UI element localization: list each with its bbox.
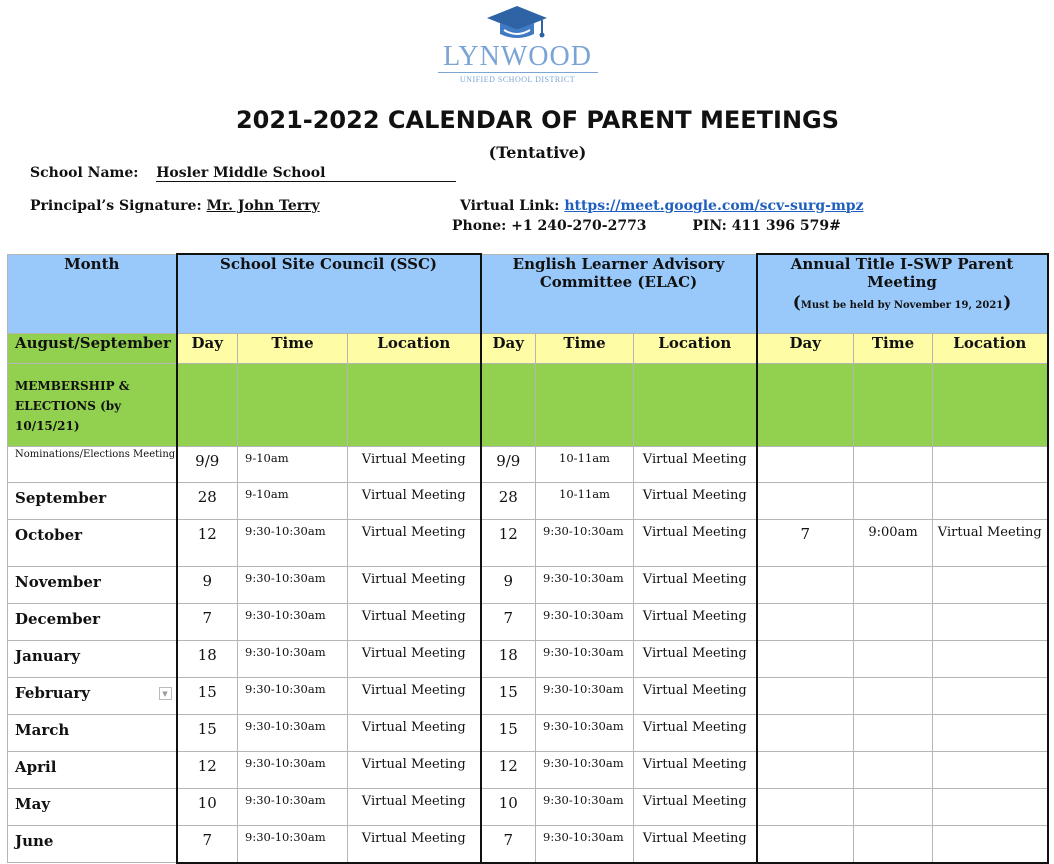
elac-location-cell-text: Virtual Meeting	[642, 646, 747, 661]
ssc-time-cell-text: 9:30-10:30am	[245, 756, 326, 770]
ssc-location-cell-text: Virtual Meeting	[361, 720, 466, 735]
table-row	[8, 604, 1048, 641]
elac-location-cell	[634, 678, 757, 715]
ssc-day-cell-text: 9	[202, 572, 213, 590]
month-cell-text: Nominations/Elections Meeting	[15, 449, 176, 460]
meetings-table	[7, 253, 1049, 864]
elac-time-cell	[536, 641, 634, 678]
title1-location-cell	[933, 604, 1048, 641]
elac-location-header: Location	[634, 334, 757, 364]
ssc-location-cell	[348, 567, 481, 604]
elac-location-cell	[634, 520, 757, 567]
month-cell-text: December	[15, 610, 101, 628]
elac-time-cell-text: 9:30-10:30am	[543, 756, 624, 770]
title1-time-cell	[854, 715, 933, 752]
elac-time-cell	[536, 520, 634, 567]
elac-time-cell	[536, 789, 634, 826]
title1-location-cell	[933, 678, 1048, 715]
elac-day-cell	[481, 641, 536, 678]
title1-time-cell	[854, 641, 933, 678]
ssc-day-cell	[177, 604, 238, 641]
ssc-time-cell	[238, 641, 348, 678]
elac-location-cell-text: Virtual Meeting	[642, 609, 747, 624]
elac-day-cell-text: 9	[503, 572, 514, 590]
elac-time-cell-text: 9:30-10:30am	[543, 571, 624, 585]
elac-day-cell-text: 7	[503, 831, 514, 849]
month-cell	[8, 483, 177, 520]
elac-location-cell-text: Virtual Meeting	[642, 683, 747, 698]
elac-day-header: Day	[481, 334, 536, 364]
elac-day-cell-text: 15	[498, 683, 518, 701]
table-row	[8, 678, 1048, 715]
title1-day-cell	[757, 604, 854, 641]
elac-day-cell	[481, 678, 536, 715]
ssc-location-cell	[348, 752, 481, 789]
virtual-link-field	[460, 198, 864, 214]
ssc-time-cell-text: 9-10am	[245, 451, 289, 465]
ssc-day-cell-text: 7	[202, 609, 213, 627]
month-cell	[8, 567, 177, 604]
ssc-day-cell	[177, 715, 238, 752]
ssc-time-cell	[238, 604, 348, 641]
title1-location-cell	[933, 715, 1048, 752]
school-name-field	[30, 165, 456, 182]
table-row	[8, 447, 1048, 483]
elac-time-cell-text: 9:30-10:30am	[543, 524, 624, 538]
title1-time-cell-text: 9:00am	[868, 525, 918, 540]
month-header: Month	[8, 254, 177, 334]
ssc-location-cell-text: Virtual Meeting	[361, 794, 466, 809]
ssc-location-cell-text: Virtual Meeting	[361, 452, 466, 467]
month-cell	[8, 641, 177, 678]
ssc-location-cell-text: Virtual Meeting	[361, 609, 466, 624]
title1-day-cell	[757, 678, 854, 715]
title1-location-cell	[933, 447, 1048, 483]
elac-location-cell-text: Virtual Meeting	[642, 831, 747, 846]
district-logo	[430, 4, 605, 92]
ssc-time-cell	[238, 447, 348, 483]
month-cell-text: September	[15, 489, 107, 507]
ssc-header: School Site Council (SSC)	[177, 254, 481, 334]
title1-day-cell	[757, 641, 854, 678]
title1-time-cell	[854, 567, 933, 604]
elac-day-cell	[481, 447, 536, 483]
title1-time-cell	[854, 520, 933, 567]
elac-time-cell-text: 9:30-10:30am	[543, 682, 624, 696]
ssc-location-cell	[348, 483, 481, 520]
ssc-day-cell	[177, 520, 238, 567]
ssc-day-cell-text: 15	[197, 720, 217, 738]
logo-name: LYNWOOD	[443, 41, 592, 72]
title1-header-label: Annual Title I-SWP Parent Meeting	[790, 255, 1014, 291]
month-cell-text: October	[15, 526, 83, 544]
month-cell-text: February	[15, 684, 91, 702]
ssc-time-cell	[238, 752, 348, 789]
elac-time-cell	[536, 826, 634, 863]
ssc-day-cell-text: 9/9	[195, 452, 220, 470]
month-cell-text: June	[15, 832, 54, 850]
title1-time-cell	[854, 604, 933, 641]
table-row	[8, 641, 1048, 678]
title1-location-header: Location	[933, 334, 1048, 364]
elac-location-cell-text: Virtual Meeting	[642, 757, 747, 772]
ssc-day-cell-text: 18	[197, 646, 217, 664]
table-subheader-row	[8, 334, 1048, 364]
membership-row	[8, 364, 1048, 447]
month-cell	[8, 520, 177, 567]
elac-time-cell-text: 9:30-10:30am	[543, 645, 624, 659]
ssc-day-cell-text: 12	[197, 525, 217, 543]
principal-signature-label: Principal’s Signature:	[30, 198, 202, 214]
elac-header: English Learner Advisory Committee (ELAC)	[481, 254, 757, 334]
ssc-time-cell	[238, 715, 348, 752]
ssc-location-cell-text: Virtual Meeting	[361, 831, 466, 846]
title1-time-cell	[854, 789, 933, 826]
title1-day-cell	[757, 752, 854, 789]
ssc-location-cell	[348, 826, 481, 863]
ssc-time-cell-text: 9:30-10:30am	[245, 793, 326, 807]
month-cell	[8, 447, 177, 483]
ssc-day-cell	[177, 678, 238, 715]
phone-pin: PIN: 411 396 579#	[692, 218, 841, 234]
elac-location-cell	[634, 447, 757, 483]
ssc-time-cell-text: 9:30-10:30am	[245, 645, 326, 659]
ssc-day-cell	[177, 752, 238, 789]
ssc-location-cell	[348, 520, 481, 567]
ssc-location-cell-text: Virtual Meeting	[361, 757, 466, 772]
ssc-day-cell-text: 15	[197, 683, 217, 701]
table-row	[8, 789, 1048, 826]
elac-time-cell-text: 9:30-10:30am	[543, 793, 624, 807]
elac-time-cell-text: 9:30-10:30am	[543, 608, 624, 622]
graduation-cap-icon	[430, 4, 605, 44]
elac-day-cell	[481, 826, 536, 863]
month-cell-text: March	[15, 721, 70, 739]
ssc-time-cell	[238, 789, 348, 826]
ssc-location-cell	[348, 641, 481, 678]
title1-header: Annual Title I-SWP Parent Meeting (Must be held by November 19, 2021)	[757, 254, 1048, 334]
elac-day-cell-text: 18	[498, 646, 518, 664]
month-cell-text: May	[15, 795, 51, 813]
title1-day-cell	[757, 567, 854, 604]
elac-location-cell	[634, 789, 757, 826]
principal-signature-field	[30, 198, 320, 214]
title1-location-cell	[933, 567, 1048, 604]
ssc-time-cell-text: 9:30-10:30am	[245, 719, 326, 733]
logo-subtitle: UNIFIED SCHOOL DISTRICT	[459, 75, 576, 84]
elac-location-cell	[634, 641, 757, 678]
title1-time-header: Time	[854, 334, 933, 364]
ssc-time-cell-text: 9:30-10:30am	[245, 608, 326, 622]
ssc-day-cell-text: 28	[197, 488, 217, 506]
page-subtitle: (Tentative)	[488, 143, 587, 162]
virtual-meeting-link[interactable]: https://meet.google.com/scv-surg-mpz	[564, 198, 864, 214]
elac-location-cell-text: Virtual Meeting	[642, 452, 747, 467]
elac-location-cell	[634, 483, 757, 520]
elac-day-cell-text: 15	[498, 720, 518, 738]
title1-location-cell	[933, 641, 1048, 678]
phone-field	[452, 218, 841, 234]
elac-day-cell	[481, 789, 536, 826]
ssc-location-cell-text: Virtual Meeting	[361, 572, 466, 587]
title1-location-cell-text: Virtual Meeting	[937, 525, 1042, 540]
ssc-time-cell	[238, 826, 348, 863]
month-cell	[8, 715, 177, 752]
elac-time-cell-text: 9:30-10:30am	[543, 719, 624, 733]
ssc-location-cell	[348, 678, 481, 715]
ssc-time-cell-text: 9:30-10:30am	[245, 571, 326, 585]
ssc-location-cell	[348, 715, 481, 752]
title1-day-cell	[757, 715, 854, 752]
title1-location-cell	[933, 789, 1048, 826]
elac-time-cell	[536, 567, 634, 604]
month-cell	[8, 752, 177, 789]
ssc-day-cell-text: 10	[197, 794, 217, 812]
title1-day-cell	[757, 520, 854, 567]
ssc-time-cell-text: 9:30-10:30am	[245, 830, 326, 844]
ssc-day-cell	[177, 567, 238, 604]
elac-location-cell	[634, 604, 757, 641]
elac-location-cell-text: Virtual Meeting	[642, 720, 747, 735]
elac-day-cell-text: 9/9	[496, 452, 521, 470]
title1-time-cell	[854, 447, 933, 483]
title1-day-cell	[757, 789, 854, 826]
aug-sep-header: August/September	[8, 334, 177, 364]
elac-day-cell	[481, 752, 536, 789]
filter-dropdown-icon[interactable]: ▼	[159, 687, 172, 700]
title1-day-header: Day	[757, 334, 854, 364]
elac-location-cell	[634, 715, 757, 752]
elac-time-cell	[536, 678, 634, 715]
table-row	[8, 715, 1048, 752]
ssc-time-cell-text: 9-10am	[245, 487, 289, 501]
ssc-day-cell-text: 12	[197, 757, 217, 775]
table-row	[8, 520, 1048, 567]
table-row	[8, 483, 1048, 520]
elac-location-cell-text: Virtual Meeting	[642, 794, 747, 809]
month-cell-text: November	[15, 573, 101, 591]
elac-location-cell	[634, 752, 757, 789]
ssc-time-header: Time	[238, 334, 348, 364]
ssc-location-cell-text: Virtual Meeting	[361, 683, 466, 698]
title1-day-cell	[757, 447, 854, 483]
ssc-day-cell-text: 7	[202, 831, 213, 849]
elac-day-cell	[481, 715, 536, 752]
elac-location-cell	[634, 826, 757, 863]
title1-location-cell	[933, 752, 1048, 789]
ssc-time-cell-text: 9:30-10:30am	[245, 682, 326, 696]
ssc-day-cell	[177, 789, 238, 826]
elac-day-cell	[481, 567, 536, 604]
ssc-time-cell	[238, 520, 348, 567]
elac-day-cell-text: 28	[498, 488, 518, 506]
ssc-location-cell	[348, 447, 481, 483]
elac-time-cell-text: 10-11am	[559, 487, 610, 501]
month-cell	[8, 604, 177, 641]
elac-time-cell-text: 9:30-10:30am	[543, 830, 624, 844]
table-row	[8, 752, 1048, 789]
title1-time-cell	[854, 752, 933, 789]
month-cell-text: January	[15, 647, 80, 665]
elac-day-cell-text: 10	[498, 794, 518, 812]
title1-day-cell-text: 7	[800, 525, 811, 543]
elac-time-header: Time	[536, 334, 634, 364]
elac-time-cell	[536, 752, 634, 789]
elac-day-cell-text: 12	[498, 525, 518, 543]
elac-day-cell	[481, 520, 536, 567]
elac-time-cell	[536, 483, 634, 520]
ssc-location-cell-text: Virtual Meeting	[361, 488, 466, 503]
ssc-time-cell-text: 9:30-10:30am	[245, 524, 326, 538]
ssc-location-cell-text: Virtual Meeting	[361, 525, 466, 540]
elac-time-cell	[536, 715, 634, 752]
elac-day-cell-text: 7	[503, 609, 514, 627]
month-cell	[8, 789, 177, 826]
ssc-day-cell	[177, 826, 238, 863]
elac-location-cell-text: Virtual Meeting	[642, 572, 747, 587]
elac-location-cell-text: Virtual Meeting	[642, 525, 747, 540]
month-cell	[8, 678, 177, 715]
elac-time-cell	[536, 447, 634, 483]
ssc-day-cell	[177, 447, 238, 483]
logo-divider	[438, 72, 598, 73]
elac-location-cell	[634, 567, 757, 604]
membership-label: MEMBERSHIP & ELECTIONS (by 10/15/21)	[8, 364, 177, 447]
title1-day-cell	[757, 483, 854, 520]
ssc-day-cell	[177, 641, 238, 678]
elac-time-cell-text: 10-11am	[559, 451, 610, 465]
title1-location-cell	[933, 520, 1048, 567]
school-name-label: School Name:	[30, 165, 139, 181]
table-row	[8, 567, 1048, 604]
ssc-location-header: Location	[348, 334, 481, 364]
title1-location-cell	[933, 483, 1048, 520]
title1-location-cell	[933, 826, 1048, 863]
ssc-location-cell	[348, 604, 481, 641]
elac-location-cell-text: Virtual Meeting	[642, 488, 747, 503]
school-name-value: Hosler Middle School	[156, 165, 456, 182]
elac-time-cell	[536, 604, 634, 641]
month-cell-text: April	[15, 758, 57, 776]
page-title: 2021-2022 CALENDAR OF PARENT MEETINGS	[235, 106, 840, 134]
ssc-time-cell	[238, 483, 348, 520]
elac-day-cell	[481, 604, 536, 641]
ssc-time-cell	[238, 678, 348, 715]
title1-time-cell	[854, 483, 933, 520]
ssc-day-header: Day	[177, 334, 238, 364]
month-cell	[8, 826, 177, 863]
principal-signature-value: Mr. John Terry	[206, 198, 320, 214]
ssc-location-cell-text: Virtual Meeting	[361, 646, 466, 661]
title1-day-cell	[757, 826, 854, 863]
title1-time-cell	[854, 826, 933, 863]
phone-number: Phone: +1 240-270-2773	[452, 218, 647, 234]
table-row	[8, 826, 1048, 863]
title1-time-cell	[854, 678, 933, 715]
elac-day-cell	[481, 483, 536, 520]
ssc-location-cell	[348, 789, 481, 826]
table-header-row	[8, 254, 1048, 334]
virtual-link-label: Virtual Link:	[460, 198, 560, 214]
title1-deadline-note: Must be held by November 19, 2021	[800, 300, 1004, 311]
ssc-time-cell	[238, 567, 348, 604]
elac-day-cell-text: 12	[498, 757, 518, 775]
ssc-day-cell	[177, 483, 238, 520]
